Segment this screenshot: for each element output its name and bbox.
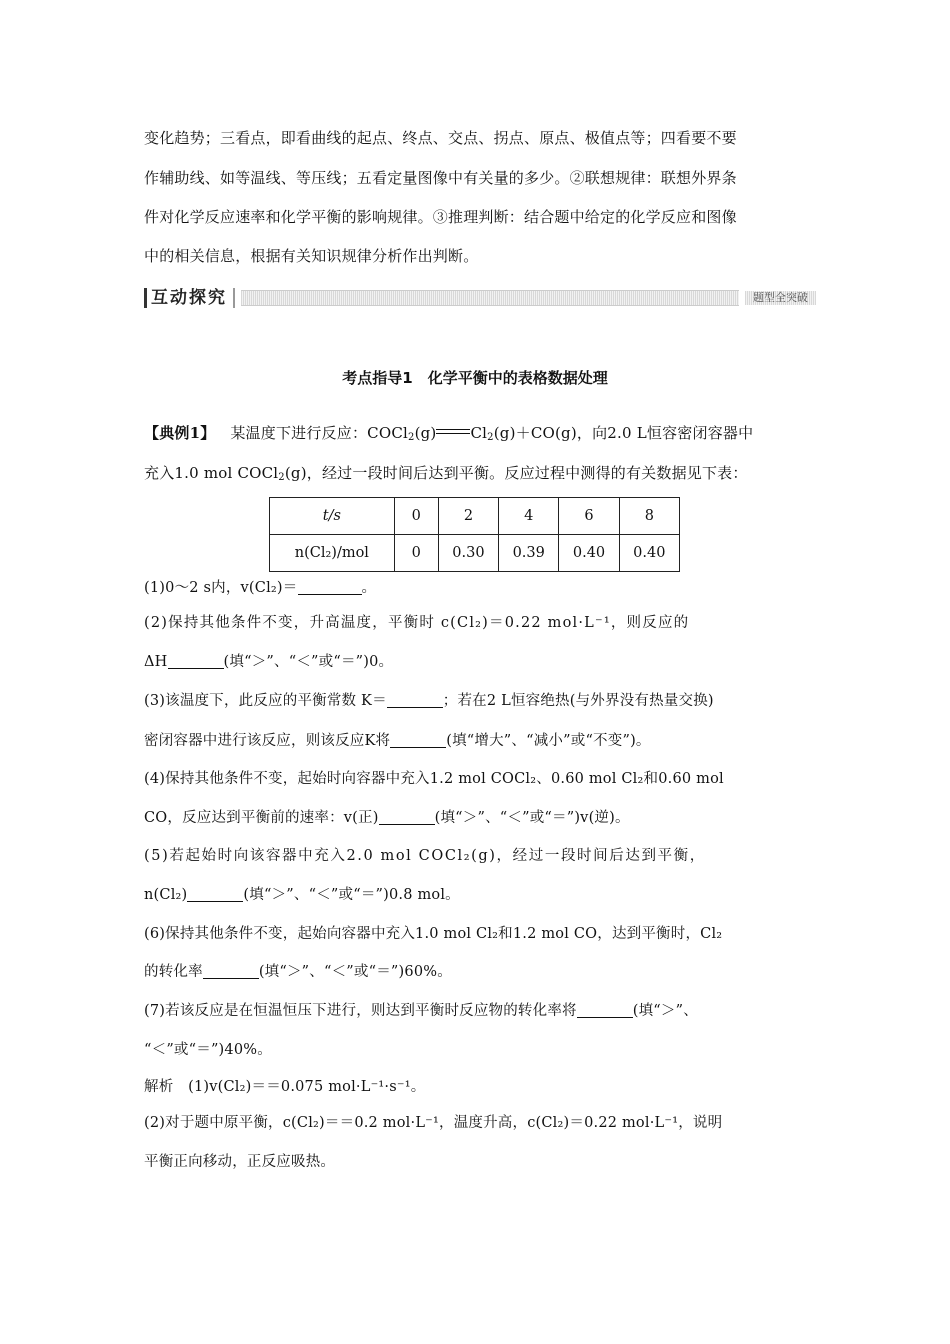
example-line-2 (144, 463, 812, 488)
solution-line-3: 平衡正向移动，正反应吸热。 (144, 1154, 336, 1170)
table-row (270, 535, 680, 572)
example-text-2a: 充入1.0 mol COCl (144, 464, 279, 482)
answer-blank (387, 693, 443, 708)
question-4a: (4)保持其他条件不变，起始时向容器中充入1.2 mol COCl₂、0.60 mol Cl₂和0.60 mol (144, 771, 724, 787)
question-6b (144, 962, 812, 982)
table-row (270, 498, 680, 535)
table-cell: 0.30 (438, 535, 498, 572)
answer-blank (379, 810, 435, 825)
example-text-2b: (g)，经过一段时间后达到平衡。反应过程中测得的有关数据见下表： (284, 464, 748, 482)
section-banner (144, 287, 816, 309)
banner-label: 互动探究 (144, 288, 235, 308)
example-label: 【典例1】 (144, 424, 216, 442)
question-7b: “＜”或“＝”)40%。 (144, 1042, 272, 1058)
banner-stripe (241, 290, 739, 306)
answer-blank (203, 964, 259, 979)
question-5b (144, 885, 812, 905)
answer-blank (168, 654, 224, 669)
intro-line-4: 中的相关信息，根据有关知识规律分析作出判断。 (144, 247, 479, 265)
question-5b-start: n(Cl₂) (144, 887, 188, 903)
table-cell: 0 (394, 498, 438, 535)
solution-line-2: (2)对于题中原平衡，c(Cl₂)＝＝0.2 mol·L⁻¹，温度升高，c(Cl₂)＝0.22 mol·L⁻¹，说明 (144, 1115, 723, 1131)
table-cell: 0 (394, 535, 438, 572)
table-header-label: t/s (270, 498, 395, 535)
answer-blank (187, 887, 243, 902)
table-cell: 0.39 (499, 535, 559, 572)
answer-blank (390, 733, 446, 748)
question-7a-end: (填“＞”、 (632, 1003, 698, 1019)
question-7a (144, 1001, 812, 1021)
question-1-text: (1)0～2 s内，v(Cl₂)＝ (144, 580, 298, 596)
question-4b-end: (填“＞”、“＜”或“＝”)v(逆)。 (434, 810, 630, 826)
question-3b-end: (填“增大”、“减小”或“不变”)。 (446, 733, 651, 749)
question-3a-end: ；若在2 L恒容绝热(与外界没有热量交换) (442, 693, 714, 709)
table-cell: 0.40 (619, 535, 679, 572)
example-text-1a: 某温度下进行反应：COCl (230, 424, 408, 442)
table-cell: 0.40 (559, 535, 619, 572)
equilibrium-arrow-icon (436, 427, 470, 437)
subscript-2: 2 (487, 432, 494, 443)
question-7a-start: (7)若该反应是在恒温恒压下进行，则达到平衡时反应物的转化率将 (144, 1003, 577, 1019)
question-6b-end: (填“＞”、“＜”或“＝”)60%。 (258, 964, 452, 980)
section-title: 考点指导1 化学平衡中的表格数据处理 (342, 369, 608, 387)
example-text-1c: Cl (470, 424, 488, 442)
question-6b-start: 的转化率 (144, 964, 203, 980)
table-row-label: n(Cl₂)/mol (270, 535, 395, 572)
question-2b (144, 652, 812, 672)
answer-blank (298, 580, 362, 595)
subscript-2: 2 (408, 432, 415, 443)
question-2b-start: ΔH (144, 654, 168, 670)
example-text-1b: (g) (414, 424, 437, 442)
question-1 (144, 578, 812, 598)
table-cell: 4 (499, 498, 559, 535)
question-5b-end: (填“＞”、“＜”或“＝”)0.8 mol。 (243, 887, 460, 903)
example-line-1 (144, 423, 812, 448)
question-3b (144, 731, 812, 751)
intro-line-2: 作辅助线、如等温线、等压线；五看定量图像中有关量的多少。②联想规律：联想外界条 (144, 169, 737, 187)
question-1-end: 。 (361, 580, 377, 596)
question-2b-end: (填“＞”、“＜”或“＝”)0。 (223, 654, 394, 670)
table-cell: 8 (619, 498, 679, 535)
question-5a: (5)若起始时向该容器中充入2.0 mol COCl₂(g)，经过一段时间后达到平衡， (144, 848, 706, 864)
table-cell: 2 (438, 498, 498, 535)
question-3a-start: (3)该温度下，此反应的平衡常数 K＝ (144, 693, 387, 709)
answer-blank (577, 1003, 633, 1018)
table-cell: 6 (559, 498, 619, 535)
question-3b-start: 密闭容器中进行该反应，则该反应K将 (144, 733, 391, 749)
banner-right-label: 题型全突破 (745, 291, 816, 305)
subscript-2: 2 (278, 472, 285, 483)
solution-line-1: 解析 (1)v(Cl₂)＝＝0.075 mol·L⁻¹·s⁻¹。 (144, 1079, 426, 1095)
question-6a: (6)保持其他条件不变，起始向容器中充入1.0 mol Cl₂和1.2 mol CO，达到平衡时，Cl₂ (144, 926, 723, 942)
question-4b (144, 808, 812, 828)
data-table (269, 497, 680, 572)
intro-line-1: 变化趋势；三看点，即看曲线的起点、终点、交点、拐点、原点、极值点等；四看要不要 (144, 129, 737, 147)
question-4b-start: CO，反应达到平衡前的速率：v(正) (144, 810, 379, 826)
question-3a (144, 691, 812, 711)
intro-line-3: 件对化学反应速率和化学平衡的影响规律。③推理判断：结合题中给定的化学反应和图像 (144, 208, 737, 226)
example-text-1d: (g)＋CO(g)，向2.0 L恒容密闭容器中 (493, 424, 754, 442)
question-2a: (2)保持其他条件不变，升高温度，平衡时 c(Cl₂)＝0.22 mol·L⁻¹，则反应的 (144, 615, 690, 631)
